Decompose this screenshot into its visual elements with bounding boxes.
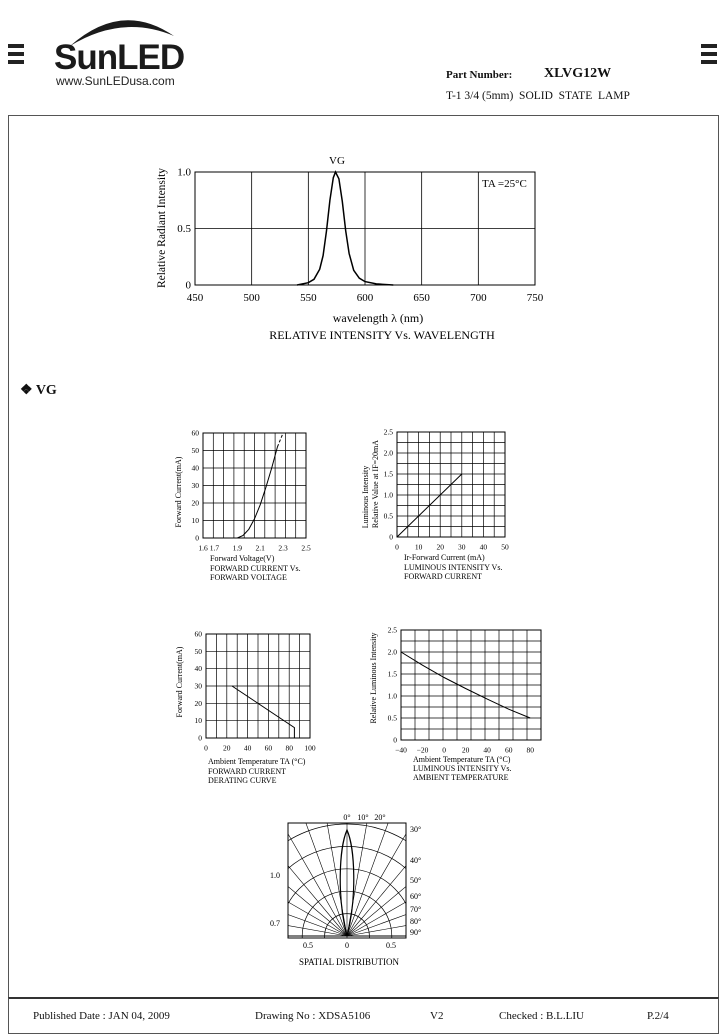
x-tick-label: 50 — [501, 542, 509, 552]
y-tick-label: 30 — [191, 481, 199, 490]
lum-current-xlabel: Ir-Forward Current (mA) — [404, 553, 485, 562]
angle-label: 90° — [410, 928, 422, 937]
x-tick-label: 450 — [186, 292, 204, 304]
x-tick-label: 60 — [504, 745, 513, 755]
y-tick-label: 1.5 — [387, 669, 397, 679]
x-tick-label: 500 — [243, 292, 260, 304]
polar-spoke — [347, 808, 447, 936]
y-tick-label: 2.5 — [387, 625, 397, 635]
y-tick-label: 0 — [185, 279, 191, 292]
y-tick-label: 0.5 — [387, 713, 397, 723]
polar-spoke — [347, 808, 415, 936]
polar-spoke — [255, 808, 347, 936]
x-tick-label: 40 — [479, 542, 488, 552]
x-tick-label: 80 — [526, 745, 534, 755]
y-tick-label: 1.0 — [387, 691, 397, 701]
y-tick-label: 30 — [194, 681, 202, 691]
polar-spoke — [347, 901, 455, 936]
iv-title: FORWARD CURRENT Vs. FORWARD VOLTAGE — [210, 564, 301, 582]
x-tick-label: 550 — [300, 292, 317, 304]
polar-title: SPATIAL DISTRIBUTION — [298, 957, 400, 967]
x-tick-label: 20 — [436, 542, 444, 552]
y-tick-label: 0 — [389, 532, 393, 542]
right-decoration-bars — [701, 44, 717, 68]
polar-grid — [255, 808, 455, 973]
x-tick-label: −40 — [395, 745, 407, 755]
version: V2 — [430, 1010, 444, 1022]
angle-label: 50° — [410, 876, 422, 885]
polar-spoke — [347, 808, 455, 936]
y-tick-label: 60 — [191, 428, 199, 438]
derating-grid — [206, 634, 310, 738]
y-tick-label: 60 — [194, 629, 202, 639]
x-tick-label: 80 — [285, 743, 293, 753]
polar-spoke — [279, 808, 347, 936]
iv-series-dashed — [277, 433, 283, 447]
x-tick-label: 2.5 — [301, 543, 311, 553]
y-tick-label: 2.5 — [383, 427, 393, 437]
y-tick-label: 20 — [191, 498, 199, 508]
radial-label: 0.7 — [270, 919, 280, 928]
angle-label: 70° — [410, 905, 422, 914]
x-tick-label: 0 — [204, 743, 208, 753]
iv-series-line — [237, 447, 277, 538]
polar-spoke — [255, 868, 347, 936]
x-tick-label: 700 — [470, 292, 487, 304]
iv-relative-chart — [355, 422, 525, 587]
angle-label: 60° — [410, 892, 422, 901]
derating-title: FORWARD CURRENT DERATING CURVE — [208, 767, 287, 785]
x-tick-label: 20 — [461, 745, 470, 755]
x-tick-label: 20 — [223, 743, 231, 753]
spatial-distribution-chart — [255, 808, 455, 973]
radial-label: 0 — [345, 941, 349, 950]
iv-grid — [203, 433, 306, 538]
lum-temp-chart — [365, 620, 550, 790]
x-tick-label: 40 — [483, 745, 491, 755]
spectrum-chart — [140, 140, 570, 350]
diamond-bullet-icon: ❖ — [20, 383, 36, 398]
y-tick-label: 0 — [198, 733, 202, 743]
y-tick-label: 50 — [191, 446, 199, 455]
x-tick-label: 750 — [526, 292, 544, 304]
lum-temp-grid — [401, 630, 541, 740]
x-tick-label: 600 — [356, 292, 374, 304]
spectrum-series-label: VG — [329, 155, 345, 167]
polar-inner — [255, 808, 455, 973]
x-tick-label: 40 — [243, 743, 252, 753]
x-tick-label: 0 — [442, 745, 446, 755]
y-tick-label: 0.5 — [383, 511, 393, 521]
lum-current-ylabel-1: Luminous Intensity — [361, 465, 370, 529]
lum-current-title: LUMINOUS INTENSITY Vs. FORWARD CURRENT — [404, 563, 503, 581]
y-tick-label: 10 — [191, 516, 199, 525]
logo-url: www.SunLEDusa.com — [56, 74, 175, 88]
spectrum-ylabel: Relative Radiant Intensity — [156, 167, 168, 289]
y-tick-label: 0.5 — [177, 223, 191, 236]
spectrum-title: RELATIVE INTENSITY Vs. WAVELENGTH — [269, 328, 495, 342]
lum-temp-title: LUMINOUS INTENSITY Vs. AMBIENT TEMPERATURE — [413, 764, 512, 782]
angle-label: 80° — [410, 917, 422, 926]
polar-spoke — [255, 808, 347, 936]
polar-spoke — [347, 868, 455, 936]
x-tick-label: 60 — [264, 743, 273, 753]
left-decoration-bars — [8, 44, 24, 68]
iv-ticks — [192, 429, 311, 553]
derating-ticks — [195, 630, 316, 753]
x-tick-label: 2.3 — [278, 543, 288, 553]
x-tick-label: 30 — [458, 542, 466, 552]
spectrum-xlabel: wavelength λ (nm) — [332, 311, 424, 325]
y-tick-label: 0 — [393, 735, 397, 745]
x-tick-label: −20 — [416, 745, 429, 755]
y-tick-label: 2.0 — [387, 647, 397, 657]
x-tick-label: 100 — [304, 743, 316, 753]
y-tick-label: 40 — [191, 463, 199, 473]
section-label-text: VG — [35, 383, 57, 398]
y-tick-label: 2.0 — [383, 448, 393, 458]
drawing-number: Drawing No : XDSA5106 — [255, 1010, 371, 1022]
x-tick-label: 1.7 — [209, 543, 220, 553]
y-tick-label: 1.0 — [177, 166, 191, 179]
lum-temp-ylabel: Relative Luminous Intensity — [369, 632, 378, 724]
radial-label: 0.5 — [386, 941, 396, 950]
part-number-label: Part Number: — [446, 69, 513, 81]
polar-ring — [255, 824, 455, 973]
derating-chart — [170, 622, 330, 792]
y-tick-label: 50 — [194, 646, 202, 656]
iv-ylabel: Forward Current(mA) — [174, 456, 183, 528]
iv-xlabel: Forward Voltage(V) — [210, 554, 275, 563]
angle-label: 10° — [357, 813, 369, 822]
x-tick-label: 1.6 — [198, 543, 208, 553]
y-tick-label: 10 — [194, 716, 202, 726]
page-number: P.2/4 — [647, 1010, 669, 1022]
part-description: T-1 3/4 (5mm) SOLID STATE LAMP — [446, 90, 630, 102]
footer-bar — [8, 997, 719, 1034]
checked-by: Checked : B.L.LIU — [499, 1010, 584, 1022]
x-tick-label: 0 — [395, 542, 399, 552]
radial-label: 0.5 — [303, 941, 313, 950]
angle-label: 30° — [410, 825, 422, 834]
polar-spoke — [255, 836, 347, 936]
y-tick-label: 1.5 — [383, 469, 393, 479]
x-tick-label: 2.1 — [255, 543, 265, 553]
lum-temp-ticks — [388, 626, 535, 755]
x-tick-label: 1.9 — [232, 543, 243, 553]
lum-temp-xlabel: Ambient Temperature TA (°C) — [413, 755, 511, 764]
spectrum-annotation: TA =25°C — [482, 178, 527, 190]
y-tick-label: 40 — [194, 664, 202, 674]
published-date: Published Date : JAN 04, 2009 — [33, 1010, 170, 1022]
angle-label: 20° — [374, 813, 386, 822]
iv-chart — [170, 422, 320, 587]
y-tick-label: 1.0 — [383, 490, 393, 500]
x-tick-label: 650 — [413, 292, 430, 304]
x-tick-label: 10 — [414, 542, 423, 552]
polar-spoke — [312, 808, 347, 936]
derating-xlabel: Ambient Temperature TA (°C) — [208, 757, 306, 766]
derating-ylabel: Forward Current(mA) — [175, 646, 184, 718]
angle-label: 0° — [343, 813, 351, 822]
polar-spoke — [255, 808, 347, 936]
company-logo — [52, 8, 192, 88]
polar-spoke — [347, 808, 382, 936]
y-tick-label: 20 — [194, 698, 202, 708]
y-tick-label: 0 — [195, 533, 199, 543]
lum-current-ylabel-2: Relative Value at IF=20mA — [371, 439, 380, 529]
derating-series-line — [232, 686, 294, 738]
part-number: XLVG12W — [544, 66, 612, 81]
logo-name: SunLED — [54, 38, 185, 77]
angle-label: 40° — [410, 856, 422, 865]
radial-label: 1.0 — [270, 871, 280, 880]
section-label — [20, 382, 57, 399]
